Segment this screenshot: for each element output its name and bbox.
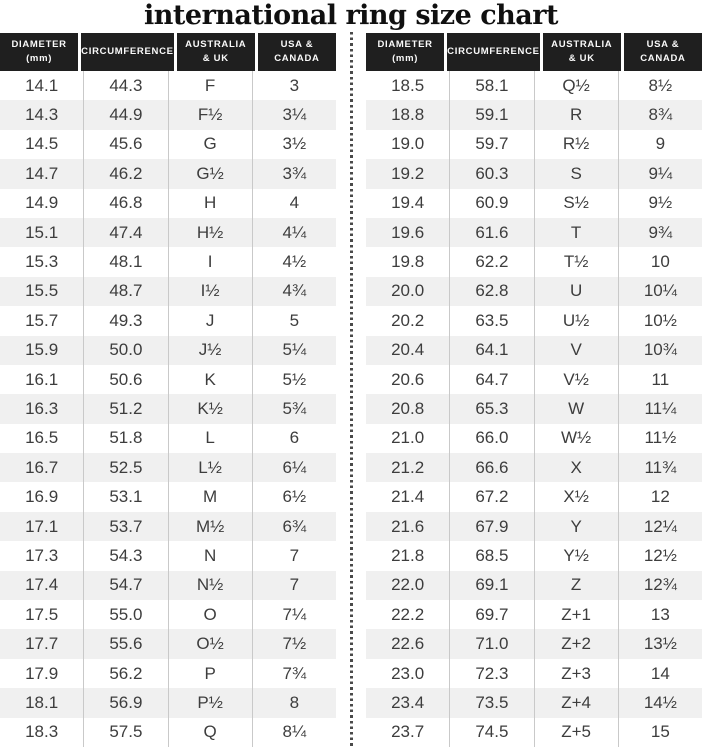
col-header-diameter xyxy=(366,33,444,71)
table-row xyxy=(366,629,702,658)
cell-diameter: 20.6 xyxy=(366,365,450,394)
col-header-circumference xyxy=(447,33,540,71)
cell-circumference: 59.7 xyxy=(450,130,534,159)
cell-australia-uk: S½ xyxy=(535,189,619,218)
cell-circumference: 54.7 xyxy=(84,571,168,600)
cell-usa-canada: 12½ xyxy=(643,545,677,565)
cell-diameter: 14.5 xyxy=(0,130,84,159)
cell-diameter: 14.3 xyxy=(0,100,84,129)
col-header-circumference xyxy=(81,33,174,71)
cell-diameter: 22.6 xyxy=(366,629,450,658)
cell-diameter: 19.4 xyxy=(366,189,450,218)
col-header-line: CIRCUMFERENCE xyxy=(81,46,174,58)
cell-diameter: 17.3 xyxy=(0,541,84,570)
table-row xyxy=(366,424,702,453)
table-header-row xyxy=(366,33,702,71)
cell-circumference: 55.0 xyxy=(84,600,168,629)
cell-usa-canada: 14 xyxy=(650,663,670,683)
cell-usa-canada: 11¾ xyxy=(644,457,677,477)
col-header-line: (mm) xyxy=(392,53,419,64)
cell-diameter: 16.3 xyxy=(0,394,84,423)
cell-usa-canada: 11½ xyxy=(644,428,677,448)
cell-usa-canada: 8¾ xyxy=(648,105,673,125)
cell-australia-uk: P xyxy=(169,659,253,688)
table-row xyxy=(0,453,336,482)
cell-usa-canada: 8¼ xyxy=(282,722,307,742)
cell-circumference: 47.4 xyxy=(84,218,168,247)
cell-diameter: 20.8 xyxy=(366,394,450,423)
cell-australia-uk: S xyxy=(535,159,619,188)
ring-size-table-left xyxy=(0,33,336,747)
cell-usa-canada: 4 xyxy=(289,193,300,213)
table-row xyxy=(366,512,702,541)
cell-circumference: 61.6 xyxy=(450,218,534,247)
cell-diameter: 15.3 xyxy=(0,247,84,276)
cell-australia-uk: G xyxy=(169,130,253,159)
cell-circumference: 56.9 xyxy=(84,688,168,717)
table-row xyxy=(366,571,702,600)
table-row xyxy=(366,600,702,629)
cell-australia-uk: Q xyxy=(169,718,253,747)
cell-diameter: 15.5 xyxy=(0,277,84,306)
col-header-line: CIRCUMFERENCE xyxy=(447,46,540,58)
cell-australia-uk: V xyxy=(535,336,619,365)
table-row xyxy=(366,218,702,247)
col-header-line: USA & xyxy=(646,39,680,51)
cell-australia-uk: Z xyxy=(535,571,619,600)
cell-usa-canada: 5 xyxy=(289,310,300,330)
table-row xyxy=(366,247,702,276)
table-row xyxy=(366,100,702,129)
cell-diameter: 23.0 xyxy=(366,659,450,688)
cell-circumference: 67.9 xyxy=(450,512,534,541)
table-row xyxy=(366,394,702,423)
table-row xyxy=(0,424,336,453)
cell-usa-canada: 8 xyxy=(289,692,300,712)
table-row xyxy=(0,600,336,629)
cell-australia-uk: N xyxy=(169,541,253,570)
cell-australia-uk: L xyxy=(169,424,253,453)
table-row xyxy=(0,100,336,129)
cell-australia-uk: F xyxy=(169,71,253,100)
cell-diameter: 17.4 xyxy=(0,571,84,600)
cell-usa-canada: 3½ xyxy=(282,134,307,154)
cell-diameter: 16.5 xyxy=(0,424,84,453)
table-row xyxy=(366,336,702,365)
col-header-line: (mm) xyxy=(26,53,53,64)
table-row xyxy=(0,718,336,747)
cell-usa-canada: 4¾ xyxy=(282,281,307,301)
col-header-line: & UK xyxy=(568,53,595,64)
cell-usa-canada: 10¾ xyxy=(643,340,677,360)
cell-usa-canada: 7¼ xyxy=(282,604,307,624)
cell-australia-uk: X xyxy=(535,453,619,482)
table-row xyxy=(0,130,336,159)
cell-diameter: 19.8 xyxy=(366,247,450,276)
cell-australia-uk: W xyxy=(535,394,619,423)
cell-australia-uk: M½ xyxy=(169,512,253,541)
table-row xyxy=(366,365,702,394)
cell-usa-canada: 10½ xyxy=(643,310,677,330)
cell-australia-uk: Y½ xyxy=(535,541,619,570)
cell-diameter: 19.6 xyxy=(366,218,450,247)
cell-diameter: 20.0 xyxy=(366,277,450,306)
cell-usa-canada: 7 xyxy=(289,545,300,565)
cell-circumference: 44.3 xyxy=(84,71,168,100)
cell-australia-uk: Z+3 xyxy=(535,659,619,688)
cell-diameter: 18.5 xyxy=(366,71,450,100)
cell-usa-canada: 13 xyxy=(650,604,670,624)
cell-usa-canada: 9¼ xyxy=(648,163,673,183)
cell-circumference: 74.5 xyxy=(450,718,534,747)
col-header-usa-canada xyxy=(258,33,336,71)
cell-circumference: 58.1 xyxy=(450,71,534,100)
cell-circumference: 67.2 xyxy=(450,482,534,511)
cell-diameter: 21.8 xyxy=(366,541,450,570)
table-row xyxy=(0,659,336,688)
cell-usa-canada: 11¼ xyxy=(644,398,677,418)
cell-circumference: 50.6 xyxy=(84,365,168,394)
cell-usa-canada: 9¾ xyxy=(648,222,673,242)
cell-usa-canada: 5¾ xyxy=(282,398,307,418)
cell-diameter: 16.7 xyxy=(0,453,84,482)
cell-usa-canada: 6 xyxy=(289,428,300,448)
table-row xyxy=(0,541,336,570)
cell-diameter: 18.3 xyxy=(0,718,84,747)
cell-australia-uk: V½ xyxy=(535,365,619,394)
cell-usa-canada: 4¼ xyxy=(282,222,307,242)
cell-australia-uk: Z+5 xyxy=(535,718,619,747)
col-header-line: CANADA xyxy=(274,53,320,64)
cell-diameter: 14.9 xyxy=(0,189,84,218)
table-row xyxy=(0,277,336,306)
table-row xyxy=(366,541,702,570)
cell-usa-canada: 7¾ xyxy=(282,663,307,683)
cell-circumference: 68.5 xyxy=(450,541,534,570)
cell-diameter: 18.8 xyxy=(366,100,450,129)
table-header-row xyxy=(0,33,336,71)
cell-diameter: 23.7 xyxy=(366,718,450,747)
col-header-line: DIAMETER xyxy=(11,39,67,51)
cell-diameter: 21.0 xyxy=(366,424,450,453)
cell-diameter: 21.2 xyxy=(366,453,450,482)
table-row xyxy=(0,189,336,218)
cell-usa-canada: 12¾ xyxy=(643,575,677,595)
cell-australia-uk: G½ xyxy=(169,159,253,188)
cell-circumference: 46.2 xyxy=(84,159,168,188)
cell-australia-uk: I½ xyxy=(169,277,253,306)
page-title: international ring size chart xyxy=(144,0,558,31)
cell-diameter: 20.2 xyxy=(366,306,450,335)
cell-australia-uk: R xyxy=(535,100,619,129)
cell-circumference: 73.5 xyxy=(450,688,534,717)
table-row xyxy=(366,159,702,188)
col-header-australia-uk xyxy=(177,33,255,71)
table-row xyxy=(366,718,702,747)
cell-usa-canada: 15 xyxy=(650,722,670,742)
table-row xyxy=(366,71,702,100)
cell-usa-canada: 12 xyxy=(650,487,670,507)
cell-circumference: 66.6 xyxy=(450,453,534,482)
cell-australia-uk: P½ xyxy=(169,688,253,717)
table-row xyxy=(0,571,336,600)
cell-australia-uk: U xyxy=(535,277,619,306)
cell-circumference: 59.1 xyxy=(450,100,534,129)
cell-diameter: 22.0 xyxy=(366,571,450,600)
table-row xyxy=(0,512,336,541)
cell-diameter: 21.4 xyxy=(366,482,450,511)
cell-australia-uk: L½ xyxy=(169,453,253,482)
cell-australia-uk: Z+1 xyxy=(535,600,619,629)
cell-circumference: 56.2 xyxy=(84,659,168,688)
col-header-australia-uk xyxy=(543,33,621,71)
table-row xyxy=(0,218,336,247)
cell-australia-uk: J½ xyxy=(169,336,253,365)
cell-circumference: 62.2 xyxy=(450,247,534,276)
cell-usa-canada: 12¼ xyxy=(643,516,677,536)
cell-australia-uk: M xyxy=(169,482,253,511)
cell-diameter: 17.7 xyxy=(0,629,84,658)
cell-circumference: 46.8 xyxy=(84,189,168,218)
cell-circumference: 62.8 xyxy=(450,277,534,306)
cell-usa-canada: 7 xyxy=(289,575,300,595)
cell-usa-canada: 10¼ xyxy=(643,281,677,301)
cell-australia-uk: U½ xyxy=(535,306,619,335)
table-row xyxy=(0,482,336,511)
cell-australia-uk: K xyxy=(169,365,253,394)
cell-circumference: 69.1 xyxy=(450,571,534,600)
cell-diameter: 21.6 xyxy=(366,512,450,541)
cell-australia-uk: Z+4 xyxy=(535,688,619,717)
cell-usa-canada: 6¼ xyxy=(282,457,307,477)
cell-australia-uk: T½ xyxy=(535,247,619,276)
cell-australia-uk: H xyxy=(169,189,253,218)
cell-usa-canada: 14½ xyxy=(643,692,677,712)
cell-circumference: 60.9 xyxy=(450,189,534,218)
table-row xyxy=(0,159,336,188)
table-row xyxy=(0,688,336,717)
cell-diameter: 17.1 xyxy=(0,512,84,541)
table-row xyxy=(0,629,336,658)
cell-diameter: 22.2 xyxy=(366,600,450,629)
table-row xyxy=(366,130,702,159)
cell-australia-uk: H½ xyxy=(169,218,253,247)
table-row xyxy=(366,659,702,688)
cell-circumference: 45.6 xyxy=(84,130,168,159)
col-header-line: & UK xyxy=(202,53,229,64)
cell-usa-canada: 9½ xyxy=(648,193,673,213)
cell-australia-uk: J xyxy=(169,306,253,335)
cell-australia-uk: N½ xyxy=(169,571,253,600)
cell-usa-canada: 6½ xyxy=(282,487,307,507)
table-row xyxy=(0,394,336,423)
table-row xyxy=(0,365,336,394)
cell-diameter: 14.1 xyxy=(0,71,84,100)
col-header-usa-canada xyxy=(624,33,702,71)
col-header-line: CANADA xyxy=(640,53,686,64)
cell-circumference: 44.9 xyxy=(84,100,168,129)
cell-usa-canada: 3 xyxy=(289,75,300,95)
cell-circumference: 71.0 xyxy=(450,629,534,658)
cell-circumference: 48.7 xyxy=(84,277,168,306)
col-header-line: USA & xyxy=(280,39,314,51)
cell-diameter: 16.1 xyxy=(0,365,84,394)
cell-usa-canada: 5½ xyxy=(282,369,307,389)
cell-circumference: 64.1 xyxy=(450,336,534,365)
cell-diameter: 18.1 xyxy=(0,688,84,717)
cell-usa-canada: 4½ xyxy=(282,252,307,272)
cell-australia-uk: Q½ xyxy=(535,71,619,100)
cell-circumference: 53.7 xyxy=(84,512,168,541)
cell-circumference: 69.7 xyxy=(450,600,534,629)
table-row xyxy=(366,277,702,306)
cell-usa-canada: 13½ xyxy=(643,634,677,654)
cell-usa-canada: 3¼ xyxy=(282,105,307,125)
cell-diameter: 19.2 xyxy=(366,159,450,188)
cell-australia-uk: X½ xyxy=(535,482,619,511)
cell-usa-canada: 7½ xyxy=(282,634,307,654)
cell-circumference: 55.6 xyxy=(84,629,168,658)
cell-diameter: 17.9 xyxy=(0,659,84,688)
table-row xyxy=(0,306,336,335)
cell-australia-uk: I xyxy=(169,247,253,276)
table-row xyxy=(366,306,702,335)
dotted-divider xyxy=(350,32,353,747)
cell-usa-canada: 11 xyxy=(651,369,670,389)
cell-australia-uk: K½ xyxy=(169,394,253,423)
col-header-line: AUSTRALIA xyxy=(185,39,247,51)
cell-diameter: 15.7 xyxy=(0,306,84,335)
cell-circumference: 65.3 xyxy=(450,394,534,423)
cell-circumference: 57.5 xyxy=(84,718,168,747)
cell-australia-uk: O½ xyxy=(169,629,253,658)
col-header-line: DIAMETER xyxy=(377,39,433,51)
cell-australia-uk: Z+2 xyxy=(535,629,619,658)
cell-diameter: 15.1 xyxy=(0,218,84,247)
table-row xyxy=(366,482,702,511)
cell-diameter: 17.5 xyxy=(0,600,84,629)
cell-circumference: 72.3 xyxy=(450,659,534,688)
cell-diameter: 15.9 xyxy=(0,336,84,365)
cell-circumference: 66.0 xyxy=(450,424,534,453)
cell-circumference: 51.2 xyxy=(84,394,168,423)
table-row xyxy=(0,71,336,100)
table-row xyxy=(0,247,336,276)
cell-australia-uk: O xyxy=(169,600,253,629)
cell-usa-canada: 5¼ xyxy=(282,340,307,360)
cell-usa-canada: 10 xyxy=(650,252,670,272)
cell-usa-canada: 8½ xyxy=(648,75,673,95)
cell-diameter: 14.7 xyxy=(0,159,84,188)
col-header-diameter xyxy=(0,33,78,71)
col-header-line: AUSTRALIA xyxy=(551,39,613,51)
cell-circumference: 54.3 xyxy=(84,541,168,570)
cell-australia-uk: R½ xyxy=(535,130,619,159)
cell-diameter: 19.0 xyxy=(366,130,450,159)
ring-size-table-right xyxy=(366,33,702,747)
cell-australia-uk: Y xyxy=(535,512,619,541)
cell-circumference: 60.3 xyxy=(450,159,534,188)
cell-australia-uk: F½ xyxy=(169,100,253,129)
cell-diameter: 23.4 xyxy=(366,688,450,717)
cell-circumference: 63.5 xyxy=(450,306,534,335)
cell-circumference: 48.1 xyxy=(84,247,168,276)
cell-circumference: 49.3 xyxy=(84,306,168,335)
cell-circumference: 52.5 xyxy=(84,453,168,482)
cell-usa-canada: 6¾ xyxy=(282,516,307,536)
table-row xyxy=(366,688,702,717)
cell-circumference: 50.0 xyxy=(84,336,168,365)
cell-australia-uk: T xyxy=(535,218,619,247)
table-row xyxy=(0,336,336,365)
cell-diameter: 16.9 xyxy=(0,482,84,511)
cell-usa-canada: 3¾ xyxy=(282,163,307,183)
table-row xyxy=(366,189,702,218)
cell-diameter: 20.4 xyxy=(366,336,450,365)
cell-circumference: 51.8 xyxy=(84,424,168,453)
table-row xyxy=(366,453,702,482)
cell-circumference: 53.1 xyxy=(84,482,168,511)
cell-usa-canada: 9 xyxy=(655,134,666,154)
cell-circumference: 64.7 xyxy=(450,365,534,394)
cell-australia-uk: W½ xyxy=(535,424,619,453)
